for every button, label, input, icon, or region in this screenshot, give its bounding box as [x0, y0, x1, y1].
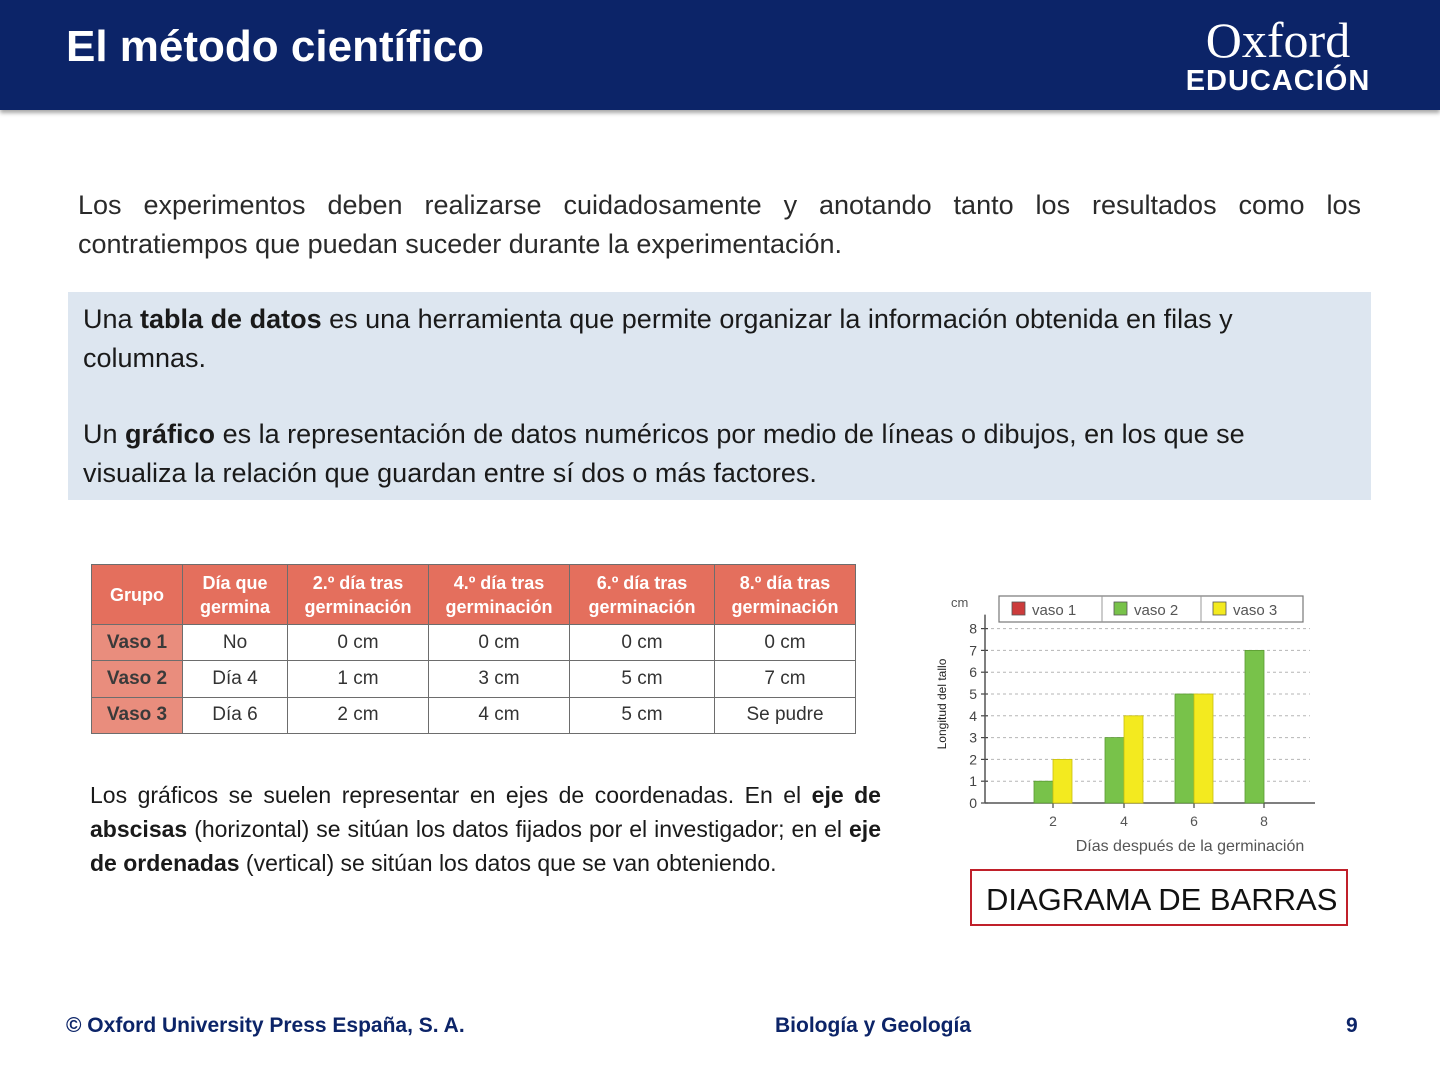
term-abscissa: eje de abscisas	[90, 782, 881, 842]
bar-vaso-2	[1105, 738, 1124, 803]
bar-vaso-2	[1245, 650, 1264, 803]
table-cell: 4 cm	[429, 697, 570, 733]
chart-type-label: DIAGRAMA DE BARRAS	[970, 869, 1348, 926]
term-ordinate: eje de ordenadas	[90, 816, 881, 876]
table-cell: Día 6	[183, 697, 288, 733]
table-header-row	[92, 565, 856, 625]
bar-chart	[925, 590, 1325, 862]
term-table: tabla de datos	[140, 304, 322, 334]
bar-vaso-3	[1053, 759, 1072, 803]
bar-vaso-2	[1034, 781, 1053, 803]
y-unit-label: cm	[951, 595, 969, 610]
legend-swatch	[1213, 602, 1226, 615]
table-row	[92, 697, 856, 733]
table-cell: Día 4	[183, 661, 288, 697]
table-row-header: Vaso 2	[92, 661, 183, 697]
table-cell: 0 cm	[288, 625, 429, 661]
table-header-cell: 8.º día tras germinación	[715, 565, 856, 625]
table-cell: 0 cm	[570, 625, 715, 661]
table-header-cell: Día que germina	[183, 565, 288, 625]
term-graph: gráfico	[125, 419, 216, 449]
table-row	[92, 661, 856, 697]
logo-main-text: Oxford	[1205, 12, 1351, 68]
table-header-cell: 4.º día tras germinación	[429, 565, 570, 625]
table-cell: 0 cm	[715, 625, 856, 661]
legend-swatch	[1012, 602, 1025, 615]
table-cell: 7 cm	[715, 661, 856, 697]
table-cell: 0 cm	[429, 625, 570, 661]
header-bar	[0, 0, 1440, 110]
legend-label: vaso 1	[1032, 602, 1077, 619]
table-row-header: Vaso 3	[92, 697, 183, 733]
footer-subject: Biología y Geología	[775, 1014, 972, 1037]
footer-page-number: 9	[1346, 1014, 1358, 1037]
y-tick-label: 3	[969, 729, 977, 746]
graph-definition: Un gráfico es la representación de datos numéricos por medio de líneas o dibujos, en los que se visualiza la relación que guardan entre sí dos o más factores.	[83, 419, 1245, 488]
bar-vaso-2	[1175, 694, 1194, 803]
y-tick-label: 0	[969, 795, 977, 811]
legend-label: vaso 3	[1233, 602, 1278, 619]
x-tick-label: 2	[1049, 813, 1057, 829]
footer-copyright: © Oxford University Press España, S. A.	[66, 1014, 465, 1037]
x-tick-label: 8	[1260, 813, 1268, 829]
table-cell: Se pudre	[715, 697, 856, 733]
logo-sub-text: EDUCACIÓN	[1185, 65, 1371, 97]
axes-explanation: Los gráficos se suelen representar en ejes de coordenadas. En el eje de abscisas (horizontal) se sitúan los datos fijados por el investigador; en el eje de ordenadas (vertical) se sitúan los datos que se van obteniendo.	[90, 782, 881, 876]
table-definition: Una tabla de datos es una herramienta que permite organizar la información obtenida en filas y columnas.	[83, 304, 1233, 373]
y-tick-label: 6	[969, 664, 977, 681]
x-tick-label: 4	[1120, 813, 1128, 829]
table-cell: 5 cm	[570, 661, 715, 697]
x-tick-label: 6	[1190, 813, 1198, 829]
germination-data-table	[91, 564, 856, 734]
table-header-cell: Grupo	[92, 565, 183, 625]
table-cell: 2 cm	[288, 697, 429, 733]
y-tick-label: 8	[969, 620, 977, 637]
oxford-logo	[1180, 14, 1376, 96]
table-header-cell: 6.º día tras germinación	[570, 565, 715, 625]
bar-vaso-3	[1194, 694, 1213, 803]
table-cell: No	[183, 625, 288, 661]
table-row	[92, 625, 856, 661]
y-tick-label: 7	[969, 642, 977, 659]
intro-paragraph: Los experimentos deben realizarse cuidadosamente y anotando tanto los resultados como los contratiempos que puedan suceder durante la experimentación.	[78, 190, 1361, 259]
table-cell: 1 cm	[288, 661, 429, 697]
y-tick-label: 5	[969, 686, 977, 702]
table-cell: 3 cm	[429, 661, 570, 697]
definitions-box	[68, 292, 1371, 500]
table-header-cell: 2.º día tras germinación	[288, 565, 429, 625]
y-tick-label: 2	[969, 751, 977, 768]
table-row-header: Vaso 1	[92, 625, 183, 661]
slide-title: El método científico	[66, 22, 485, 71]
y-tick-label: 1	[969, 773, 977, 790]
x-axis-title: Días después de la germinación	[1075, 838, 1305, 855]
legend-swatch	[1114, 602, 1127, 615]
bar-vaso-3	[1124, 716, 1143, 803]
y-tick-label: 4	[969, 707, 977, 724]
table-cell: 5 cm	[570, 697, 715, 733]
y-axis-title: Longitud del tallo	[935, 658, 949, 750]
legend-label: vaso 2	[1134, 602, 1179, 619]
